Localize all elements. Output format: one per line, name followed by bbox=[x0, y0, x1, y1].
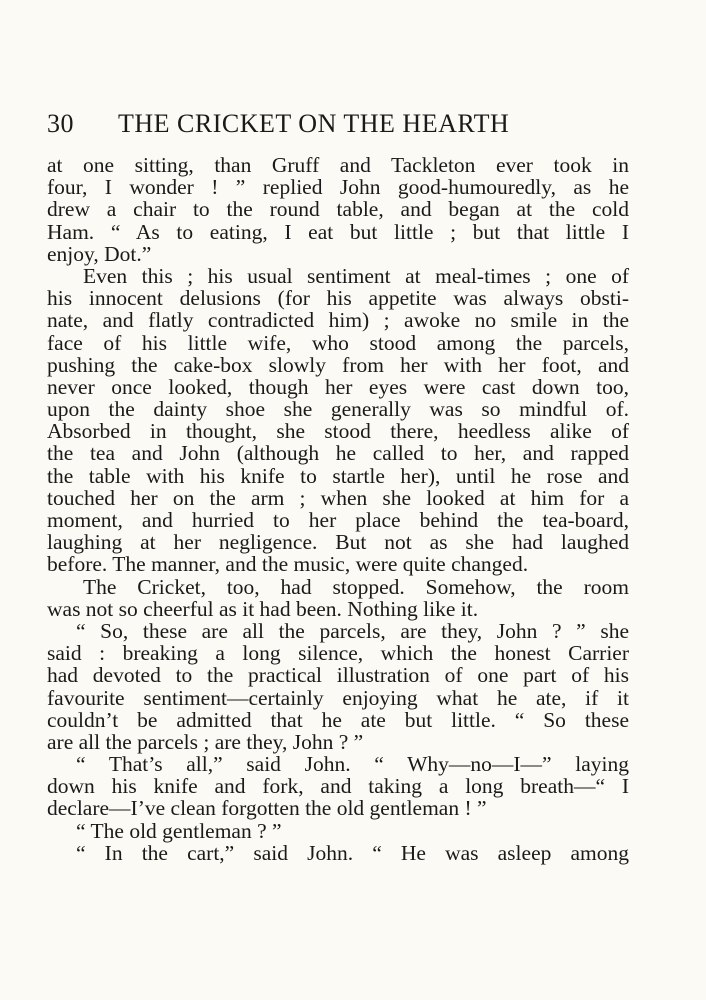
text-line: face of his little wife, who stood among the parcels, bbox=[47, 330, 629, 355]
text-line: enjoy, Dot.” bbox=[47, 241, 152, 266]
text-line: the table with his knife to startle her), until he rose and bbox=[47, 463, 629, 488]
text-line: moment, and hurried to her place behind the tea-board, bbox=[47, 508, 629, 532]
text-line: never once looked, though her eyes were cast down too, bbox=[47, 374, 629, 399]
text-line: his innocent delusions (for his appetite was always obsti- bbox=[47, 286, 629, 311]
text-line: “ In the cart,” said John. “ He was asleep among bbox=[76, 840, 629, 865]
page-number: 30 bbox=[47, 109, 74, 138]
text-line: the tea and John (although he called to her, and rapped bbox=[47, 441, 629, 466]
text-line: are all the parcels ; are they, John ? ” bbox=[47, 729, 364, 754]
text-line: nate, and flatly contradicted him) ; awoke no smile in the bbox=[47, 308, 629, 333]
page-header bbox=[47, 106, 627, 142]
text-line: “ The old gentleman ? ” bbox=[76, 818, 282, 843]
text-line: “ That’s all,” said John. “ Why—no—I—” laying bbox=[76, 752, 629, 777]
text-line: had devoted to the practical illustration of one part of his bbox=[47, 663, 629, 688]
text-line: pushing the cake-box slowly from her with her foot, and bbox=[47, 352, 629, 377]
text-line: at one sitting, than Gruff and Tackleton ever took in bbox=[47, 153, 629, 177]
body-text bbox=[47, 154, 629, 864]
text-line: touched her on the arm ; when she looked at him for a bbox=[47, 485, 629, 510]
text-line: before. The manner, and the music, were quite changed. bbox=[47, 552, 529, 577]
text-line: laughing at her negligence. But not as she had laughed bbox=[47, 530, 629, 555]
text-line: four, I wonder ! ” replied John good-humouredly, as he bbox=[47, 175, 629, 200]
text-line: upon the dainty shoe she generally was so mindful of. bbox=[47, 397, 629, 422]
text-line: couldn’t be admitted that he ate but little. “ So these bbox=[47, 707, 629, 732]
text-line: said : breaking a long silence, which the honest Carrier bbox=[47, 641, 629, 666]
running-title: THE CRICKET ON THE HEARTH bbox=[118, 109, 510, 138]
text-line: drew a chair to the round table, and began at the cold bbox=[47, 197, 629, 222]
text-line: “ So, these are all the parcels, are they, John ? ” she bbox=[76, 618, 629, 643]
text-line: The Cricket, too, had stopped. Somehow, the room bbox=[83, 574, 629, 599]
text-line: declare—I’ve clean forgotten the old gentleman ! ” bbox=[47, 796, 487, 821]
text-line: favourite sentiment—certainly enjoying what he ate, if it bbox=[47, 685, 629, 710]
text-line: Absorbed in thought, she stood there, heedless alike of bbox=[47, 419, 629, 444]
text-line: was not so cheerful as it had been. Nothing like it. bbox=[47, 596, 479, 621]
text-line: Even this ; his usual sentiment at meal-times ; one of bbox=[83, 263, 629, 288]
text-line: down his knife and fork, and taking a long breath—“ I bbox=[47, 774, 629, 799]
text-line: Ham. “ As to eating, I eat but little ; but that little I bbox=[47, 219, 629, 244]
